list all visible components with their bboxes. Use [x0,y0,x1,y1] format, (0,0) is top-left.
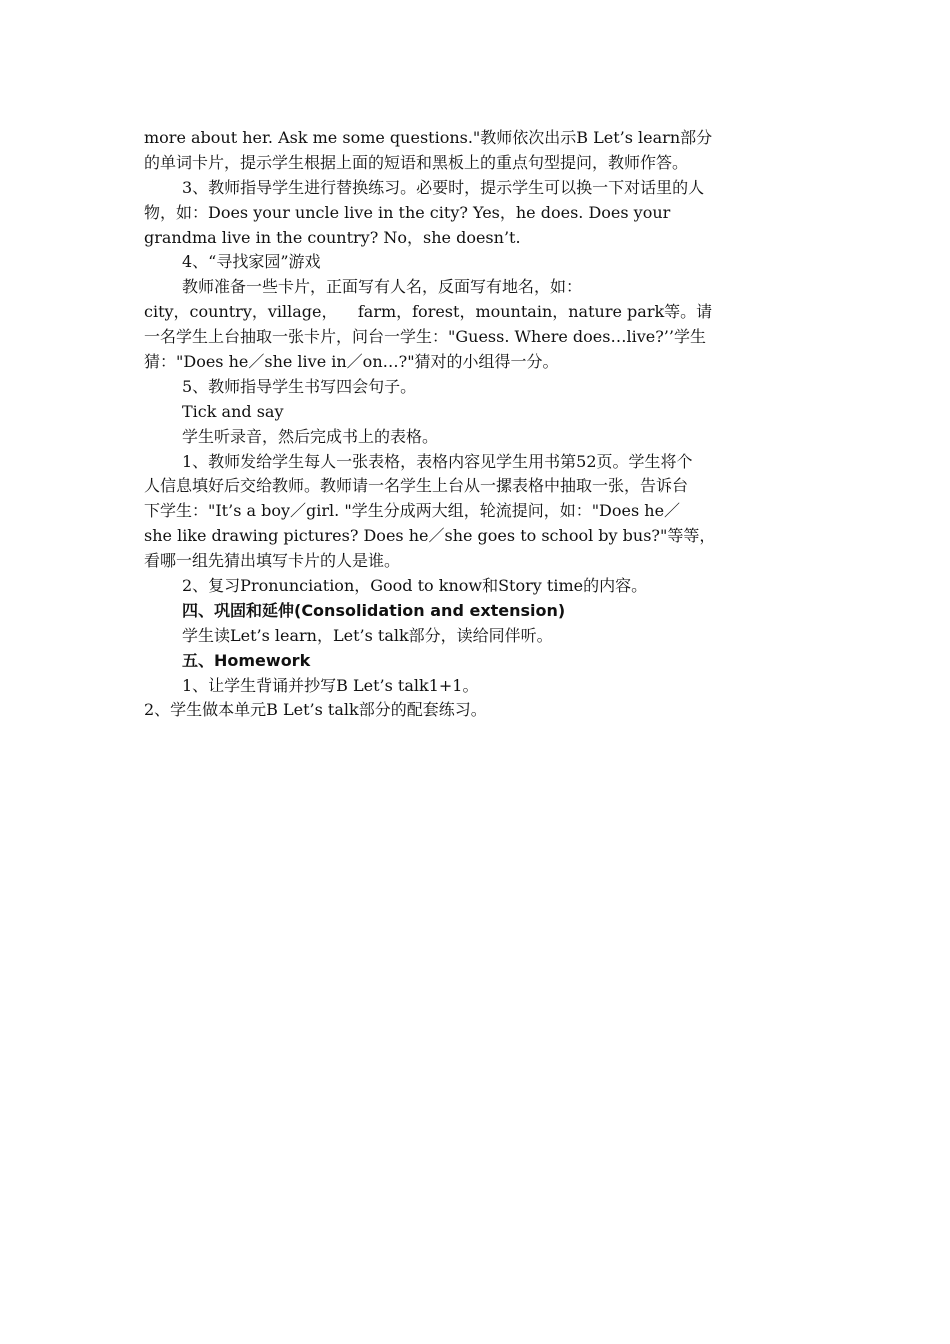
step-2-line: 2、复习Pronunciation，Good to know和Story time的内容。 [182,576,648,596]
step-3-line: 3、教师指导学生进行替换练习。必要时，提示学生可以换一下对话里的人 [182,177,705,197]
paragraph-line: more about her. Ask me some questions."教师依次出示B Let’s learn部分 [144,128,713,147]
homework-item-2: 2、学生做本单元B Let’s talk部分的配套练习。 [144,700,487,720]
paragraph-line: she like drawing pictures? Does he／she goes to school by bus?"等等， [144,526,716,546]
paragraph-line: 的单词卡片，提示学生根据上面的短语和黑板上的重点句型提问，教师作答。 [144,152,689,172]
paragraph-line: 猜："Does he／she live in／on…?"猜对的小组得一分。 [144,352,559,372]
paragraph-line: 一名学生上台抽取一张卡片，问台一学生："Guess. Where does…live?’’学生 [144,327,706,347]
section-heading-consolidation: 四、巩固和延伸(Consolidation and extension) [182,600,566,620]
paragraph-line: 物，如：Does your uncle live in the city? Yes，he does. Does your [144,202,671,222]
step-4-heading: 4、“寻找家园”游戏 [182,252,321,272]
paragraph-line: 学生读Let’s learn，Let’s talk部分，读给同伴听。 [182,625,553,645]
document-body [144,126,808,723]
homework-item-1: 1、让学生背诵并抄写B Let’s talk1+1。 [182,675,479,695]
paragraph-line: 学生听录音，然后完成书上的表格。 [182,426,439,446]
subsection-heading: Tick and say [182,401,284,421]
step-1-line: 1、教师发给学生每人一张表格，表格内容见学生用书第52页。学生将个 [182,451,693,471]
paragraph-line: 人信息填好后交给教师。教师请一名学生上台从一摞表格中抽取一张，告诉台 [144,476,689,496]
paragraph-line: 教师准备一些卡片，正面写有人名，反面写有地名，如： [182,277,583,297]
step-5-line: 5、教师指导学生书写四会句子。 [182,376,417,396]
paragraph-line: 看哪一组先猜出填写卡片的人是谁。 [144,551,401,571]
paragraph-line: city，country，village， farm，forest，mountain，nature park等。请 [144,302,713,322]
paragraph-line: 下学生："It’s a boy／girl. "学生分成两大组，轮流提问，如："Does he／ [144,501,681,521]
section-heading-homework: 五、Homework [182,650,311,670]
paragraph-line: grandma live in the country? No，she doesn’t. [144,227,521,247]
